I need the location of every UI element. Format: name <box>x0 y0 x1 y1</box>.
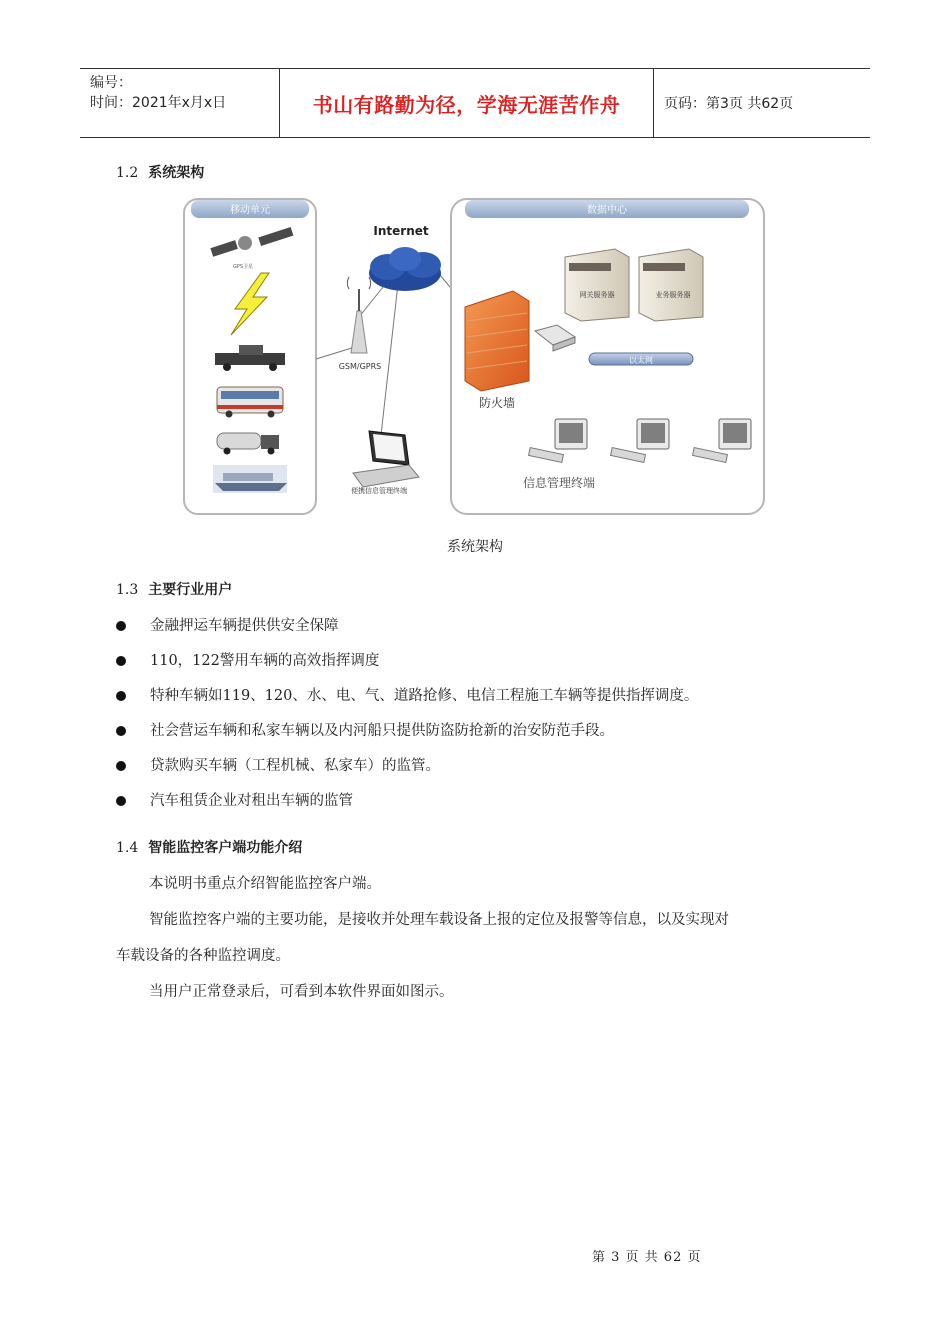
header-motto: 书山有路勤为径，学海无涯苦作舟 <box>280 69 654 137</box>
business-server-label: 业务服务器 <box>655 291 691 299</box>
section-title: 智能监控客户端功能介绍 <box>148 840 303 856</box>
number-label: 编号： <box>90 75 132 91</box>
paragraph: 车载设备的各种监控调度。 <box>116 948 290 964</box>
section-heading-1-3 <box>116 579 232 599</box>
info-terminal-label: 信息管理终端 <box>522 476 596 490</box>
section-title: 主要行业用户 <box>148 582 233 598</box>
section-title: 系统架构 <box>148 165 205 181</box>
bus-icon <box>217 387 283 418</box>
system-architecture-diagram <box>183 197 767 519</box>
gateway-server-label: 网关服务器 <box>579 291 615 299</box>
list-item: 110，122警用车辆的高效指挥调度 <box>116 647 836 682</box>
list-item: 特种车辆如119、120、水、电、气、道路抢修、电信工程施工车辆等提供指挥调度。 <box>116 682 836 717</box>
section-number: 1.3 <box>116 582 139 598</box>
bullet-icon <box>116 726 126 736</box>
list-item: 金融押运车辆提供供安全保障 <box>116 612 836 647</box>
firewall-label: 防火墙 <box>478 396 516 410</box>
list-item: 社会营运车辆和私家车辆以及内河船只提供防盗防抢新的治安防范手段。 <box>116 717 836 752</box>
gps-label: GPS卫星 <box>232 264 254 270</box>
page-header <box>80 68 870 138</box>
data-center-title: 数据中心 <box>587 205 627 216</box>
section-heading-1-2 <box>116 162 204 182</box>
figure-caption: 系统架构 <box>447 539 503 555</box>
bullet-icon <box>116 796 126 806</box>
business-server-icon <box>639 249 703 321</box>
bullet-icon <box>116 691 126 701</box>
bullet-icon <box>116 761 126 771</box>
antenna-icon <box>347 277 370 353</box>
paragraph: 当用户正常登录后，可看到本软件界面如图示。 <box>149 984 454 1000</box>
ship-icon <box>213 465 287 493</box>
section-number: 1.2 <box>116 165 139 181</box>
internet-cloud-icon <box>369 247 441 291</box>
bullet-icon <box>116 621 126 631</box>
firewall-icon <box>465 291 529 391</box>
page-footer: 第 3 页 共 62 页 <box>592 1250 702 1265</box>
mobile-unit-title: 移动单元 <box>230 205 270 216</box>
section-heading-1-4 <box>116 837 302 857</box>
internet-label: Internet <box>373 224 429 238</box>
laptop-icon <box>353 431 419 487</box>
gateway-server-icon <box>565 249 629 321</box>
list-item: 汽车租赁企业对租出车辆的监管 <box>116 787 836 822</box>
paragraph: 智能监控客户端的主要功能，是接收并处理车载设备上报的定位及报警等信息，以及实现对 <box>149 912 729 928</box>
list-item: 贷款购买车辆（工程机械、私家车）的监管。 <box>116 752 836 787</box>
mobile-unit-panel <box>184 199 316 514</box>
header-page-label: 页码：第3页 共62页 <box>664 96 794 112</box>
paragraph: 本说明书重点介绍智能监控客户端。 <box>149 876 381 892</box>
ethernet-label: 以太网 <box>629 356 653 365</box>
header-meta <box>80 69 280 137</box>
section-number: 1.4 <box>116 840 139 856</box>
gsm-label: GSM/GPRS <box>338 362 382 371</box>
user-list <box>116 612 836 822</box>
time-label: 时间：2021年x月x日 <box>90 95 227 111</box>
bullet-icon <box>116 656 126 666</box>
portable-terminal-label: 便携信息管理终端 <box>351 487 407 495</box>
